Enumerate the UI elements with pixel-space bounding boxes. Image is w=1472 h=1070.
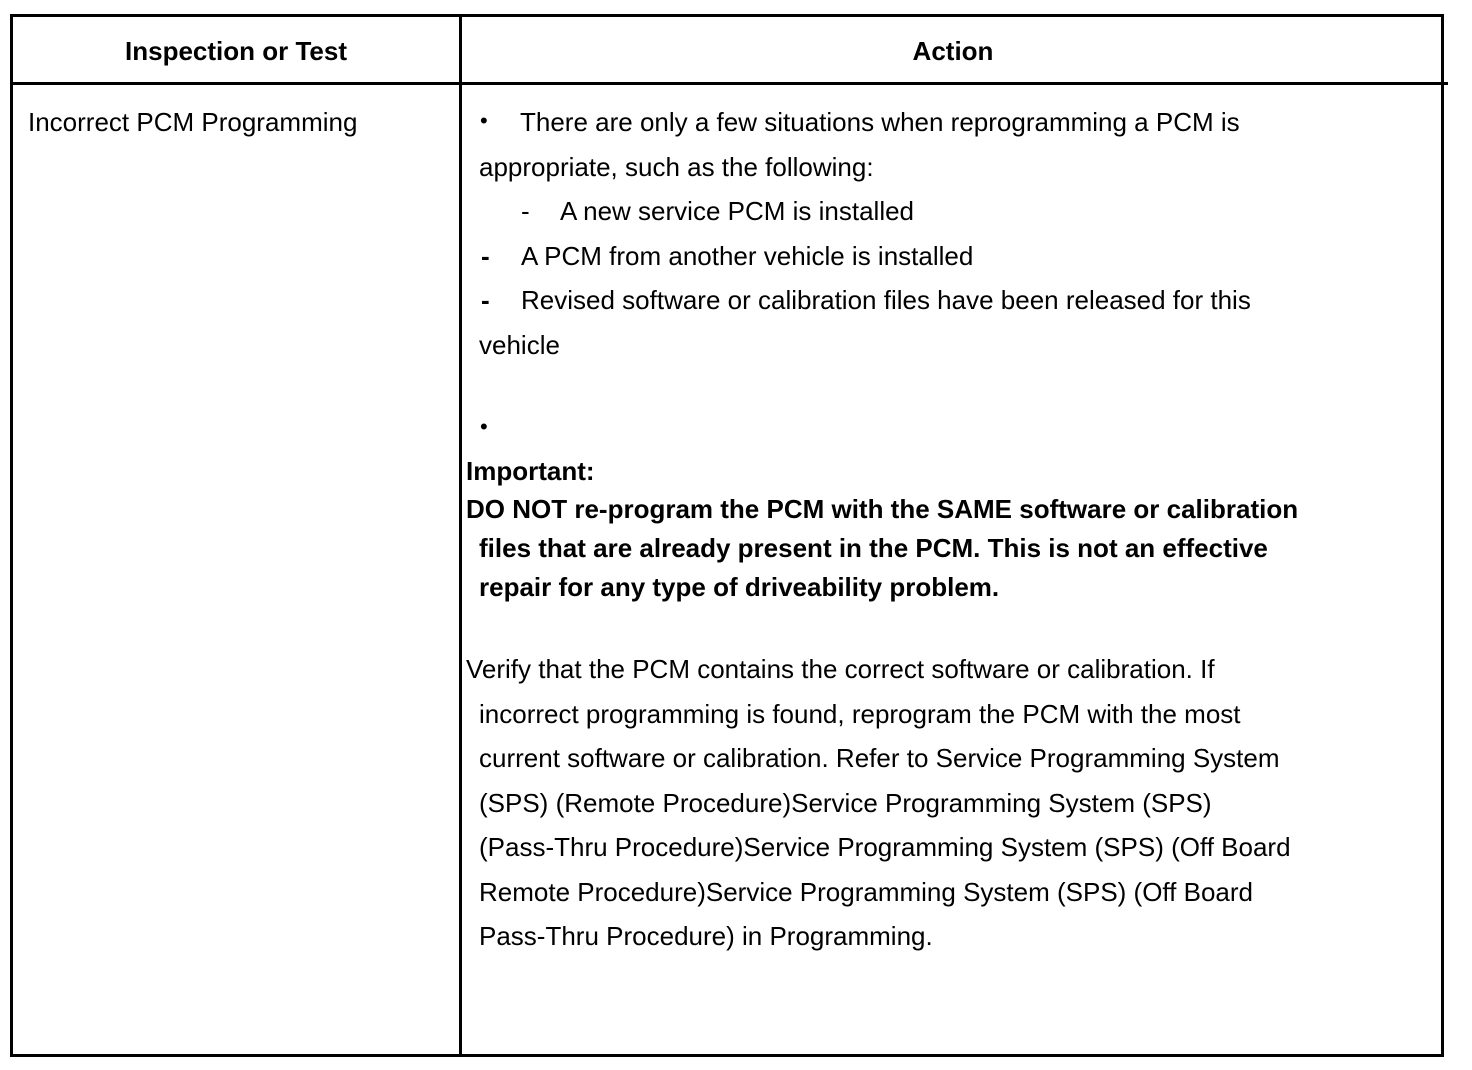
dash-icon: - xyxy=(481,241,490,271)
important-line-2: files that are already present in the PCM. This is not an effective xyxy=(479,533,1268,563)
intro-line-1: There are only a few situations when reprogramming a PCM is xyxy=(520,107,1240,137)
verify-line-3: current software or calibration. Refer to Service Programming System xyxy=(479,743,1280,773)
list-item: A PCM from another vehicle is installed xyxy=(521,241,974,271)
verify-line-5: (Pass-Thru Procedure)Service Programming System (SPS) (Off Board xyxy=(479,832,1291,862)
verify-line-7: Pass-Thru Procedure) in Programming. xyxy=(479,921,933,951)
intro-line-2: appropriate, such as the following: xyxy=(479,152,874,182)
list-item: A new service PCM is installed xyxy=(560,196,915,226)
bullet-icon: • xyxy=(480,108,488,133)
inspection-cell: Incorrect PCM Programming xyxy=(28,107,358,137)
verify-line-6: Remote Procedure)Service Programming System (SPS) (Off Board xyxy=(479,877,1254,907)
header-action: Action xyxy=(912,36,994,66)
important-label: Important: xyxy=(466,456,595,486)
verify-line-1: Verify that the PCM contains the correct software or calibration. If xyxy=(466,654,1215,684)
header-inspection: Inspection or Test xyxy=(125,36,347,66)
header-divider xyxy=(10,82,1448,85)
bullet-icon: • xyxy=(480,414,488,439)
important-line-1: DO NOT re-program the PCM with the SAME software or calibration xyxy=(466,494,1299,524)
list-item: Revised software or calibration files have been released for this xyxy=(521,285,1251,315)
verify-line-2: incorrect programming is found, reprogram the PCM with the most xyxy=(479,699,1241,729)
important-line-3: repair for any type of driveability problem. xyxy=(479,572,1000,602)
dash-icon: - xyxy=(481,285,490,315)
dash-icon: - xyxy=(521,196,530,226)
list-item-continuation: vehicle xyxy=(479,330,560,360)
column-divider xyxy=(459,14,462,1057)
verify-line-4: (SPS) (Remote Procedure)Service Programming System (SPS) xyxy=(479,788,1212,818)
